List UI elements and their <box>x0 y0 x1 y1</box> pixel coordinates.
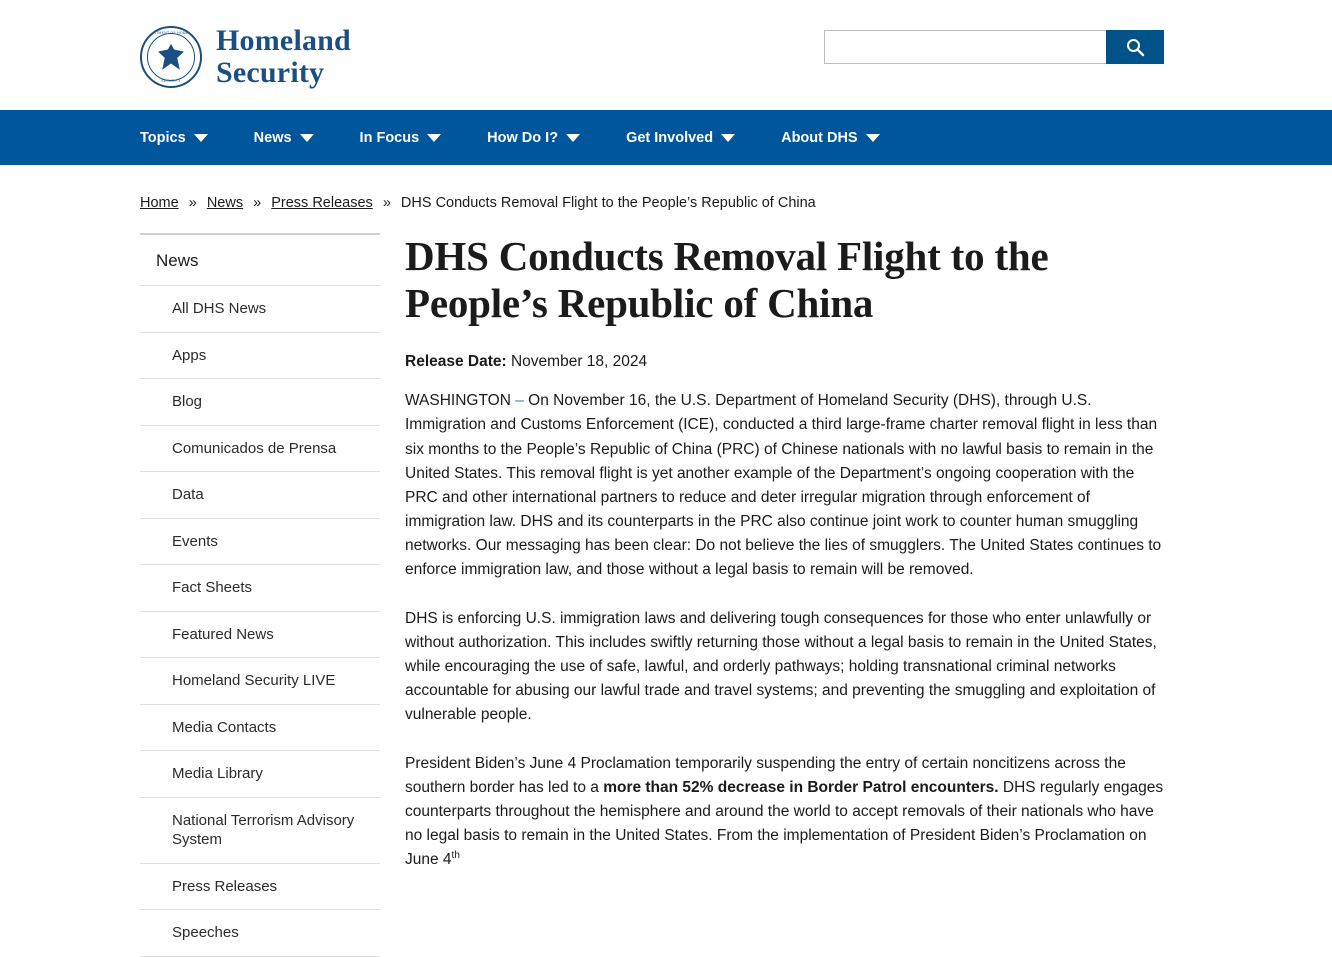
nav-label: About DHS <box>781 129 858 146</box>
content-wrapper <box>0 233 1332 957</box>
sidebar-item-all-dhs-news[interactable]: All DHS News <box>140 286 380 333</box>
seal-bottom-text: SECURITY <box>161 78 181 83</box>
breadcrumb-current: DHS Conducts Removal Flight to the People’s Republic of China <box>400 195 816 211</box>
sidebar-item-media-contacts[interactable]: Media Contacts <box>140 705 380 752</box>
dateline: WASHINGTON <box>405 392 511 410</box>
article-paragraph-1 <box>405 389 1166 582</box>
sidebar-item-data[interactable]: Data <box>140 472 380 519</box>
paragraph-1-text: On November 16, the U.S. Department of Homeland Security (DHS), through U.S. Immigration and Customs Enforcement (ICE), conducted a third large-frame charter removal flight in less than six months to the People’s Republic of China (PRC) of Chinese nationals with no lawful basis to remain in the United States. This removal flight is yet another example of the Department’s ongoing cooperation with the PRC and other international partners to reduce and deter irregular migration through enforcement of immigration law. DHS and its counterparts in the PRC also continue joint work to counter human smuggling networks. Our messaging has been clear: Do not believe the lies of smugglers. The United States continues to enforce immigration law, and those without a legal basis to remain will be removed. <box>405 392 1162 579</box>
chevron-down-icon <box>566 134 580 142</box>
nav-label: In Focus <box>359 129 420 146</box>
chevron-down-icon <box>866 134 880 142</box>
nav-item-get-involved[interactable] <box>626 130 735 146</box>
nav-item-how-do-i[interactable] <box>487 130 580 146</box>
nav-label: News <box>253 129 292 146</box>
dhs-logo-link[interactable] <box>140 25 351 89</box>
sidebar-title: News <box>140 235 380 286</box>
seal-top-text: DEPARTMENT OF HOMELAND <box>143 30 199 35</box>
sidebar-item-events[interactable]: Events <box>140 519 380 566</box>
paragraph-3-superscript: th <box>451 850 460 862</box>
sidebar-item-blog[interactable]: Blog <box>140 379 380 426</box>
dateline-dash: – <box>515 392 524 410</box>
nav-label: Topics <box>140 129 186 146</box>
sidebar-item-press-releases[interactable]: Press Releases <box>140 864 380 911</box>
article-paragraph-3 <box>405 752 1166 873</box>
sidebar-item-media-library[interactable]: Media Library <box>140 751 380 798</box>
chevron-down-icon <box>721 134 735 142</box>
release-date-value: November 18, 2024 <box>510 353 648 371</box>
paragraph-3-part-1: President Biden’s June 4 Proclamation temporarily suspending the entry of certain noncitizens across the southern border has led to a <box>405 754 1126 796</box>
search-input[interactable] <box>824 30 1106 64</box>
breadcrumb-separator: » <box>253 195 262 211</box>
site-search <box>824 30 1164 64</box>
sidebar-item-fact-sheets[interactable]: Fact Sheets <box>140 565 380 612</box>
search-icon <box>1125 37 1145 57</box>
breadcrumb <box>0 165 1332 211</box>
sidebar-item-featured-news[interactable]: Featured News <box>140 612 380 659</box>
sidebar-item-speeches[interactable]: Speeches <box>140 910 380 957</box>
paragraph-3-part-2: DHS regularly engages counterparts throughout the hemisphere and around the world to accept removals of their nationals who have no legal basis to remain in the United States. From the implementation of President Biden’s Proclamation on June 4 <box>405 778 1164 869</box>
sidebar-item-homeland-security-live[interactable]: Homeland Security LIVE <box>140 658 380 705</box>
search-button[interactable] <box>1106 30 1164 64</box>
chevron-down-icon <box>427 134 441 142</box>
article-paragraph-2: DHS is enforcing U.S. immigration laws and delivering tough consequences for those who enter unlawfully or without authorization. This includes swiftly returning those without a legal basis to remain in the United States, while encouraging the use of safe, lawful, and orderly pathways; holding transnational criminal networks accountable for abusing our lawful trade and travel systems; and preventing the smuggling and exploitation of vulnerable people. <box>405 609 1157 724</box>
sidebar-item-apps[interactable]: Apps <box>140 333 380 380</box>
paragraph-3-bold: more than 52% decrease in Border Patrol encounters. <box>603 778 999 796</box>
nav-item-about-dhs[interactable] <box>781 130 880 146</box>
sidebar-news-menu <box>140 233 380 957</box>
primary-navigation <box>0 110 1332 165</box>
chevron-down-icon <box>194 134 208 142</box>
site-header <box>0 0 1332 110</box>
nav-item-in-focus[interactable] <box>360 130 442 146</box>
breadcrumb-separator: » <box>188 195 197 211</box>
sidebar-item-comunicados-de-prensa[interactable]: Comunicados de Prensa <box>140 426 380 473</box>
sidebar-item-national-terrorism-advisory-system[interactable]: National Terrorism Advisory System <box>140 798 380 864</box>
dhs-seal-icon <box>140 26 202 88</box>
brand-line-2: Security <box>216 55 325 89</box>
nav-label: How Do I? <box>487 129 559 146</box>
breadcrumb-link-news[interactable]: News <box>206 195 244 211</box>
breadcrumb-link-press-releases[interactable]: Press Releases <box>271 195 373 211</box>
nav-item-topics[interactable] <box>140 130 208 146</box>
breadcrumb-link-home[interactable]: Home <box>140 195 179 211</box>
brand-wordmark <box>216 25 351 89</box>
nav-item-news[interactable] <box>254 130 314 146</box>
release-date <box>405 353 1166 371</box>
release-date-label: Release Date: <box>405 353 507 371</box>
brand-line-1: Homeland <box>216 24 351 57</box>
nav-label: Get Involved <box>626 129 714 146</box>
breadcrumb-separator: » <box>382 195 391 211</box>
chevron-down-icon <box>300 134 314 142</box>
article-main <box>380 233 1332 957</box>
page-title: DHS Conducts Removal Flight to the People’s Republic of China <box>405 233 1049 327</box>
